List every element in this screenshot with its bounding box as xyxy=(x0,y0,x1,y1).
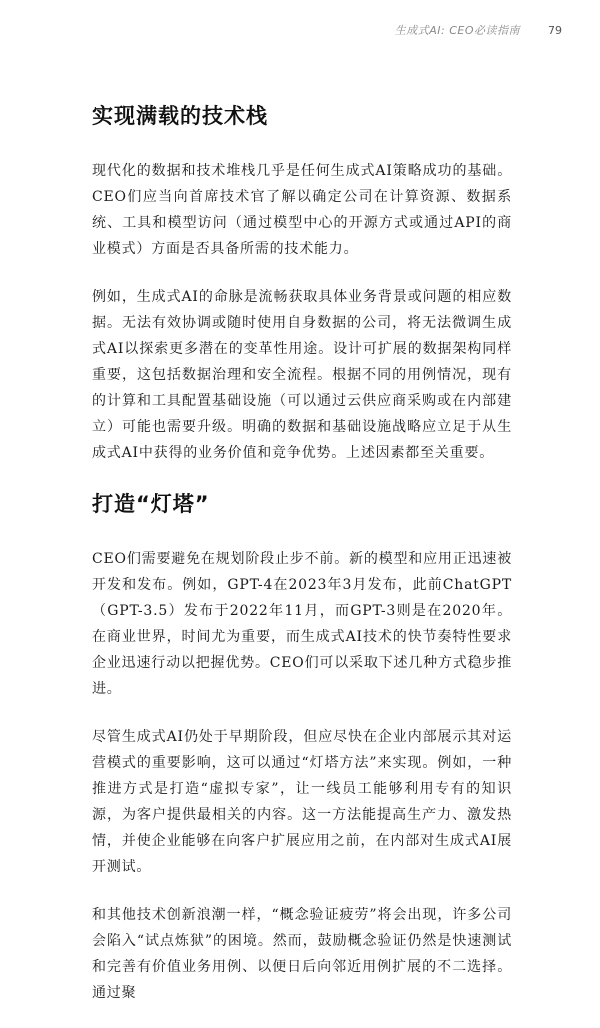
page-body xyxy=(92,100,512,1028)
running-title: 生成式AI: CEO必读指南 xyxy=(394,24,520,37)
page-header xyxy=(0,22,562,38)
section-heading: 打造“灯塔” xyxy=(92,492,210,516)
section-tech-stack xyxy=(92,100,512,466)
paragraph: 和其他技术创新浪潮一样，“概念验证疲劳”将会出现，许多公司会陷入“试点炼狱”的困境。然而，鼓励概念验证仍然是快速测试和完善有价值业务用例、以便日后向邻近用例扩展的不二选择。通过聚 xyxy=(92,907,512,1001)
paragraph: 尽管生成式AI仍处于早期阶段，但应尽快在企业内部展示其对运营模式的重要影响，这可以通过“灯塔方法”来实现。例如，一种推进方式是打造“虚拟专家”，让一线员工能够利用专有的知识源，为客户提供最相关的内容。这一方法能提高生产力、激发热情，并使企业能够在向客户扩展应用之前，在内部对生成式AI展开测试。 xyxy=(92,729,512,875)
section-lighthouse xyxy=(92,488,512,1006)
paragraph: 例如，生成式AI的命脉是流畅获取具体业务背景或问题的相应数据。无法有效协调或随时使用自身数据的公司，将无法微调生成式AI以探索更多潜在的变革性用途。设计可扩展的数据架构同样重要，这包括数据治理和安全流程。根据不同的用例情况，现有的计算和工具配置基础设施（可以通过云供应商采购或在内部建立）可能也需要升级。明确的数据和基础设施战略应立足于从生成式AI中获得的业务价值和竞争优势。上述因素都至关重要。 xyxy=(92,289,512,461)
paragraph: 现代化的数据和技术堆栈几乎是任何生成式AI策略成功的基础。CEO们应当向首席技术官了解以确定公司在计算资源、数据系统、工具和模型访问（通过模型中心的开源方式或通过API的商业模式）方面是否具备所需的技术能力。 xyxy=(92,163,512,257)
page-number: 79 xyxy=(548,24,562,37)
paragraph: CEO们需要避免在规划阶段止步不前。新的模型和应用正迅速被开发和发布。例如，GPT-4在2023年3月发布，此前ChatGPT（GPT-3.5）发布于2022年11月，而GPT-3则是在2020年。在商业世界，时间尤为重要，而生成式AI技术的快节奏特性要求企业迅速行动以把握优势。CEO们可以采取下述几种方式稳步推进。 xyxy=(92,551,512,697)
section-heading: 实现满载的技术栈 xyxy=(92,104,268,128)
